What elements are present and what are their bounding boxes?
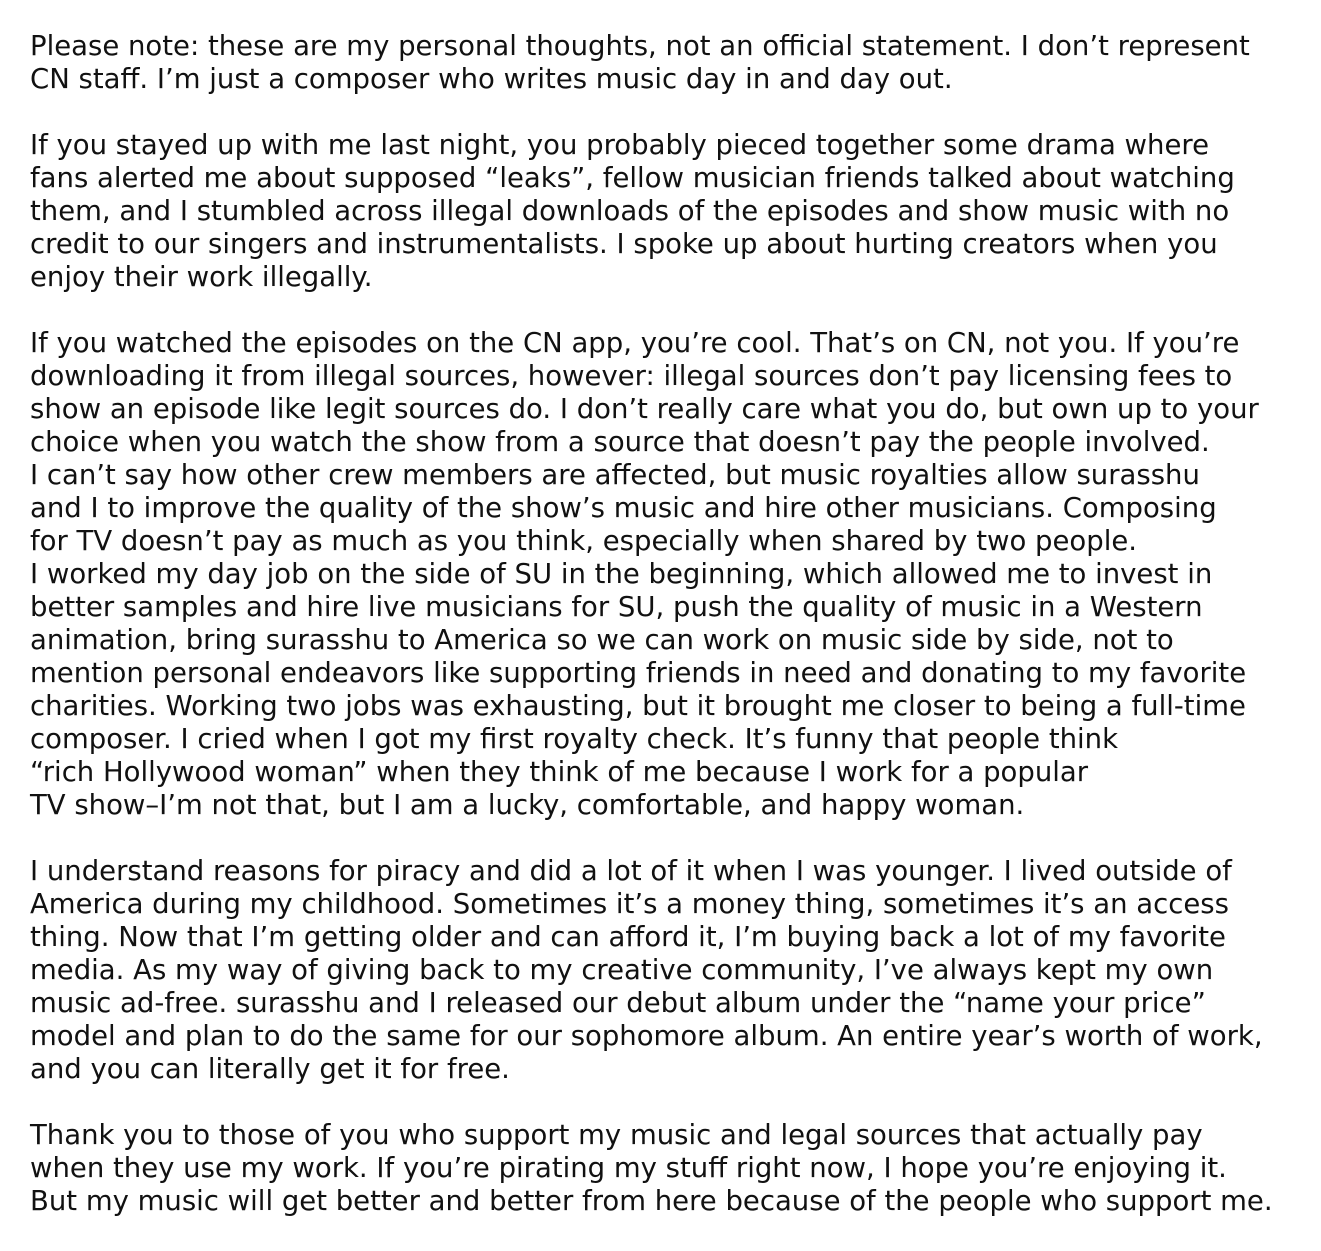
text-line: them, and I stumbled across illegal downloads of the episodes and show music with no — [30, 195, 1230, 227]
text-line: and you can literally get it for free. — [30, 1053, 510, 1085]
text-line: “rich Hollywood woman” when they think of me because I work for a popular — [30, 756, 1089, 788]
text-line: choice when you watch the show from a source that doesn’t pay the people involved. — [30, 426, 1210, 458]
text-line: TV show–I’m not that, but I am a lucky, comfortable, and happy woman. — [30, 789, 1025, 821]
text-line: But my music will get better and better from here because of the people who support me. — [30, 1185, 1273, 1217]
text-line: for TV doesn’t pay as much as you think, especially when shared by two people. — [30, 525, 1137, 557]
text-line: media. As my way of giving back to my creative community, I’ve always kept my own — [30, 954, 1214, 986]
text-line: mention personal endeavors like supporting friends in need and donating to my favorite — [30, 657, 1247, 689]
text-line: I worked my day job on the side of SU in the beginning, which allowed me to invest in — [30, 558, 1213, 590]
text-line: show an episode like legit sources do. I don’t really care what you do, but own up to your — [30, 393, 1259, 425]
text-line: downloading it from illegal sources, however: illegal sources don’t pay licensing fees to — [30, 360, 1233, 392]
text-line: better samples and hire live musicians for SU, push the quality of music in a Western — [30, 591, 1203, 623]
text-line: music ad-free. surasshu and I released our debut album under the “name your price” — [30, 987, 1206, 1019]
text-line: charities. Working two jobs was exhausting, but it brought me closer to being a full-time — [30, 690, 1246, 722]
text-line: animation, bring surasshu to America so we can work on music side by side, not to — [30, 624, 1174, 656]
text-line: and I to improve the quality of the show’s music and hire other musicians. Composing — [30, 492, 1217, 524]
paragraph-3 — [30, 327, 1310, 822]
text-line: enjoy their work illegally. — [30, 261, 373, 293]
text-line: I can’t say how other crew members are affected, but music royalties allow surasshu — [30, 459, 1200, 491]
paragraph-2 — [30, 129, 1310, 294]
text-line: Please note: these are my personal thoughts, not an official statement. I don’t represent — [30, 30, 1250, 62]
text-line: when they use my work. If you’re pirating my stuff right now, I hope you’re enjoying it. — [30, 1152, 1227, 1184]
paragraph-1 — [30, 30, 1310, 96]
text-line: thing. Now that I’m getting older and can afford it, I’m buying back a lot of my favorite — [30, 921, 1226, 953]
text-line: CN staff. I’m just a composer who writes music day in and day out. — [30, 63, 953, 95]
paragraph-4 — [30, 855, 1310, 1086]
paragraph-5 — [30, 1119, 1310, 1218]
text-line: I understand reasons for piracy and did a lot of it when I was younger. I lived outside of — [30, 855, 1232, 887]
text-line: Thank you to those of you who support my music and legal sources that actually pay — [30, 1119, 1203, 1151]
text-line: credit to our singers and instrumentalists. I spoke up about hurting creators when you — [30, 228, 1218, 260]
document-body — [30, 30, 1310, 1251]
text-line: fans alerted me about supposed “leaks”, fellow musician friends talked about watching — [30, 162, 1235, 194]
text-line: America during my childhood. Sometimes it’s a money thing, sometimes it’s an access — [30, 888, 1229, 920]
text-line: model and plan to do the same for our sophomore album. An entire year’s worth of work, — [30, 1020, 1263, 1052]
text-line: If you stayed up with me last night, you probably pieced together some drama where — [30, 129, 1210, 161]
text-line: If you watched the episodes on the CN app, you’re cool. That’s on CN, not you. If you’re — [30, 327, 1240, 359]
text-line: composer. I cried when I got my first royalty check. It’s funny that people think — [30, 723, 1119, 755]
